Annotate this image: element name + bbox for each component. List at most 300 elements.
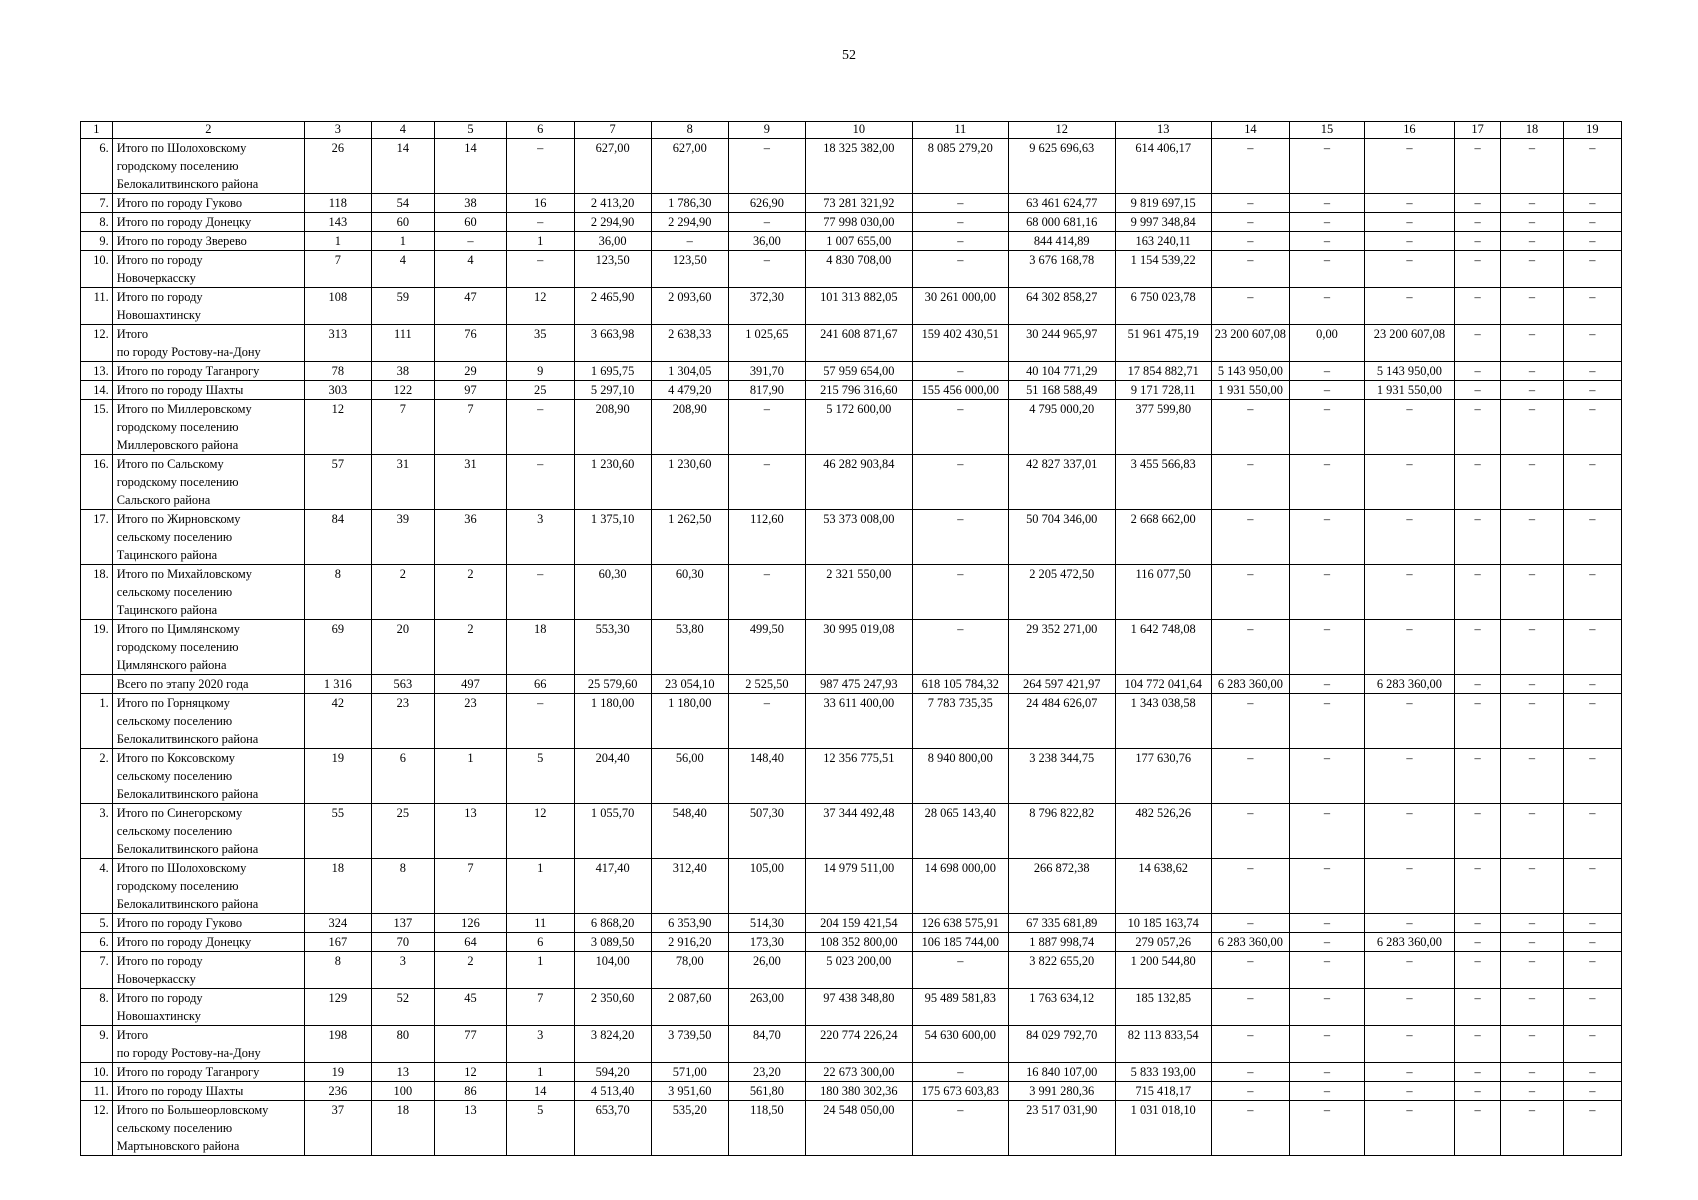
cell-col-11: – — [912, 400, 1008, 455]
cell-col-17: – — [1454, 400, 1501, 455]
cell-col-10: 2 321 550,00 — [805, 565, 912, 620]
cell-col-8: 2 638,33 — [651, 325, 728, 362]
cell-col-4: 52 — [371, 989, 434, 1026]
cell-col-16: 23 200 607,08 — [1365, 325, 1455, 362]
cell-col-18: – — [1501, 989, 1563, 1026]
cell-col-16: – — [1365, 1063, 1455, 1082]
cell-col-10: 18 325 382,00 — [805, 139, 912, 194]
row-name — [112, 749, 304, 804]
cell-col-4: 54 — [371, 194, 434, 213]
cell-col-3: 1 — [305, 232, 372, 251]
column-number-6: 6 — [506, 122, 574, 139]
cell-col-3: 26 — [305, 139, 372, 194]
cell-col-14: 6 283 360,00 — [1211, 933, 1289, 952]
cell-col-12: 64 302 858,27 — [1008, 288, 1115, 325]
cell-col-5: 7 — [435, 859, 507, 914]
cell-col-15: – — [1289, 694, 1364, 749]
cell-col-10: 215 796 316,60 — [805, 381, 912, 400]
cell-col-11: 95 489 581,83 — [912, 989, 1008, 1026]
cell-col-14: – — [1211, 139, 1289, 194]
cell-col-3: 1 316 — [305, 675, 372, 694]
cell-col-4: 13 — [371, 1063, 434, 1082]
row-number: 11. — [81, 288, 113, 325]
cell-col-18: – — [1501, 565, 1563, 620]
cell-col-15: – — [1289, 933, 1364, 952]
cell-col-19: – — [1563, 288, 1621, 325]
row-name — [112, 288, 304, 325]
cell-col-19: – — [1563, 989, 1621, 1026]
cell-col-14: – — [1211, 1026, 1289, 1063]
cell-col-16: – — [1365, 288, 1455, 325]
cell-col-14: – — [1211, 1101, 1289, 1156]
row-name-line: городскому поселению — [116, 159, 239, 173]
cell-col-10: 97 438 348,80 — [805, 989, 912, 1026]
cell-col-9: 118,50 — [728, 1101, 805, 1156]
cell-col-5: – — [435, 232, 507, 251]
cell-col-12: 2 205 472,50 — [1008, 565, 1115, 620]
cell-col-7: 6 868,20 — [574, 914, 651, 933]
cell-col-16: 6 283 360,00 — [1365, 933, 1455, 952]
row-name-line: Всего по этапу 2020 года — [116, 677, 249, 691]
cell-col-12: 50 704 346,00 — [1008, 510, 1115, 565]
cell-col-15: – — [1289, 381, 1364, 400]
cell-col-16: – — [1365, 194, 1455, 213]
row-name-line: Итого по Жирновскому — [116, 512, 241, 526]
row-name-line: Итого по городу Таганрогу — [116, 1065, 260, 1079]
cell-col-7: 60,30 — [574, 565, 651, 620]
table-row — [81, 952, 1622, 989]
table-row — [81, 675, 1622, 694]
cell-col-15: – — [1289, 1101, 1364, 1156]
cell-col-10: 53 373 008,00 — [805, 510, 912, 565]
cell-col-18: – — [1501, 804, 1563, 859]
cell-col-9: – — [728, 213, 805, 232]
row-name-line: Белокалитвинского района — [116, 732, 259, 746]
cell-col-14: – — [1211, 620, 1289, 675]
cell-col-18: – — [1501, 325, 1563, 362]
cell-col-11: – — [912, 1063, 1008, 1082]
row-number: 11. — [81, 1082, 113, 1101]
cell-col-16: – — [1365, 213, 1455, 232]
cell-col-10: 22 673 300,00 — [805, 1063, 912, 1082]
cell-col-15: – — [1289, 565, 1364, 620]
cell-col-17: – — [1454, 989, 1501, 1026]
cell-col-5: 76 — [435, 325, 507, 362]
cell-col-9: 391,70 — [728, 362, 805, 381]
cell-col-6: 35 — [506, 325, 574, 362]
cell-col-15: – — [1289, 952, 1364, 989]
cell-col-8: 2 087,60 — [651, 989, 728, 1026]
cell-col-16: – — [1365, 1101, 1455, 1156]
row-name-line: Цимлянского района — [116, 658, 227, 672]
cell-col-13: 614 406,17 — [1115, 139, 1211, 194]
table-row — [81, 694, 1622, 749]
cell-col-3: 303 — [305, 381, 372, 400]
row-name-line: Тацинского района — [116, 548, 218, 562]
cell-col-14: – — [1211, 989, 1289, 1026]
cell-col-15: – — [1289, 1026, 1364, 1063]
cell-col-7: 1 375,10 — [574, 510, 651, 565]
cell-col-4: 25 — [371, 804, 434, 859]
cell-col-15: – — [1289, 400, 1364, 455]
cell-col-11: – — [912, 1101, 1008, 1156]
cell-col-17: – — [1454, 381, 1501, 400]
column-number-9: 9 — [728, 122, 805, 139]
cell-col-11: – — [912, 952, 1008, 989]
cell-col-16: – — [1365, 620, 1455, 675]
row-name — [112, 1063, 304, 1082]
row-name-line: Итого — [116, 327, 149, 341]
row-name-line: Итого по Большеорловскому — [116, 1103, 269, 1117]
cell-col-4: 111 — [371, 325, 434, 362]
cell-col-15: – — [1289, 859, 1364, 914]
cell-col-6: 3 — [506, 510, 574, 565]
row-name-line: Белокалитвинского района — [116, 842, 259, 856]
cell-col-3: 57 — [305, 455, 372, 510]
cell-col-16: – — [1365, 989, 1455, 1026]
cell-col-14: – — [1211, 194, 1289, 213]
row-name-line: Белокалитвинского района — [116, 787, 259, 801]
cell-col-4: 4 — [371, 251, 434, 288]
cell-col-15: – — [1289, 914, 1364, 933]
row-number: 5. — [81, 914, 113, 933]
cell-col-5: 13 — [435, 1101, 507, 1156]
table-row — [81, 914, 1622, 933]
row-number: 17. — [81, 510, 113, 565]
cell-col-3: 42 — [305, 694, 372, 749]
cell-col-6: – — [506, 565, 574, 620]
cell-col-8: 1 230,60 — [651, 455, 728, 510]
row-name-line: сельскому поселению — [116, 824, 233, 838]
row-name-line: Новочеркасску — [116, 271, 196, 285]
cell-col-12: 266 872,38 — [1008, 859, 1115, 914]
cell-col-19: – — [1563, 952, 1621, 989]
cell-col-6: – — [506, 139, 574, 194]
cell-col-5: 38 — [435, 194, 507, 213]
cell-col-15: – — [1289, 510, 1364, 565]
cell-col-11: 7 783 735,35 — [912, 694, 1008, 749]
cell-col-9: 514,30 — [728, 914, 805, 933]
cell-col-13: 1 031 018,10 — [1115, 1101, 1211, 1156]
cell-col-7: 2 465,90 — [574, 288, 651, 325]
row-number: 8. — [81, 989, 113, 1026]
cell-col-10: 12 356 775,51 — [805, 749, 912, 804]
row-number: 6. — [81, 933, 113, 952]
cell-col-4: 137 — [371, 914, 434, 933]
cell-col-16: – — [1365, 1082, 1455, 1101]
row-name — [112, 455, 304, 510]
cell-col-15: – — [1289, 675, 1364, 694]
table-row — [81, 381, 1622, 400]
cell-col-12: 23 517 031,90 — [1008, 1101, 1115, 1156]
cell-col-12: 67 335 681,89 — [1008, 914, 1115, 933]
cell-col-14: – — [1211, 400, 1289, 455]
cell-col-14: – — [1211, 694, 1289, 749]
row-name-line: Итого по городу Гуково — [116, 916, 243, 930]
cell-col-13: 1 343 038,58 — [1115, 694, 1211, 749]
row-name-line: Тацинского района — [116, 603, 218, 617]
cell-col-12: 68 000 681,16 — [1008, 213, 1115, 232]
cell-col-3: 167 — [305, 933, 372, 952]
row-name-line: Итого по городу Шахты — [116, 383, 244, 397]
cell-col-5: 60 — [435, 213, 507, 232]
cell-col-11: 159 402 430,51 — [912, 325, 1008, 362]
cell-col-12: 63 461 624,77 — [1008, 194, 1115, 213]
cell-col-8: 23 054,10 — [651, 675, 728, 694]
cell-col-8: 60,30 — [651, 565, 728, 620]
cell-col-18: – — [1501, 1082, 1563, 1101]
cell-col-5: 97 — [435, 381, 507, 400]
cell-col-8: 56,00 — [651, 749, 728, 804]
cell-col-5: 13 — [435, 804, 507, 859]
table-row — [81, 510, 1622, 565]
row-name — [112, 989, 304, 1026]
cell-col-10: 73 281 321,92 — [805, 194, 912, 213]
cell-col-17: – — [1454, 694, 1501, 749]
cell-col-3: 108 — [305, 288, 372, 325]
row-name — [112, 1082, 304, 1101]
cell-col-14: – — [1211, 1082, 1289, 1101]
cell-col-3: 7 — [305, 251, 372, 288]
cell-col-7: 417,40 — [574, 859, 651, 914]
cell-col-13: 17 854 882,71 — [1115, 362, 1211, 381]
cell-col-10: 101 313 882,05 — [805, 288, 912, 325]
row-number: 10. — [81, 1063, 113, 1082]
cell-col-9: 499,50 — [728, 620, 805, 675]
cell-col-14: – — [1211, 213, 1289, 232]
row-name-line: Итого по городу — [116, 954, 203, 968]
cell-col-16: – — [1365, 400, 1455, 455]
cell-col-16: – — [1365, 749, 1455, 804]
cell-col-14: – — [1211, 859, 1289, 914]
cell-col-6: 1 — [506, 859, 574, 914]
cell-col-9: – — [728, 565, 805, 620]
table-row — [81, 194, 1622, 213]
cell-col-7: 104,00 — [574, 952, 651, 989]
cell-col-18: – — [1501, 232, 1563, 251]
table-row — [81, 1026, 1622, 1063]
cell-col-7: 594,20 — [574, 1063, 651, 1082]
cell-col-17: – — [1454, 194, 1501, 213]
cell-col-16: – — [1365, 859, 1455, 914]
cell-col-8: 78,00 — [651, 952, 728, 989]
cell-col-18: – — [1501, 1026, 1563, 1063]
cell-col-19: – — [1563, 804, 1621, 859]
row-name — [112, 675, 304, 694]
cell-col-19: – — [1563, 1026, 1621, 1063]
cell-col-8: 571,00 — [651, 1063, 728, 1082]
cell-col-18: – — [1501, 139, 1563, 194]
row-name-line: Итого по городу Донецку — [116, 215, 252, 229]
cell-col-12: 3 238 344,75 — [1008, 749, 1115, 804]
cell-col-9: – — [728, 251, 805, 288]
cell-col-18: – — [1501, 675, 1563, 694]
cell-col-5: 12 — [435, 1063, 507, 1082]
row-name-line: Итого по Миллеровскому — [116, 402, 252, 416]
cell-col-15: – — [1289, 804, 1364, 859]
cell-col-10: 108 352 800,00 — [805, 933, 912, 952]
cell-col-11: 54 630 600,00 — [912, 1026, 1008, 1063]
cell-col-8: 3 951,60 — [651, 1082, 728, 1101]
cell-col-13: 1 642 748,08 — [1115, 620, 1211, 675]
cell-col-8: 2 294,90 — [651, 213, 728, 232]
cell-col-6: 25 — [506, 381, 574, 400]
row-name-line: Новошахтинску — [116, 308, 201, 322]
cell-col-7: 3 824,20 — [574, 1026, 651, 1063]
cell-col-12: 84 029 792,70 — [1008, 1026, 1115, 1063]
cell-col-16: 5 143 950,00 — [1365, 362, 1455, 381]
cell-col-7: 1 230,60 — [574, 455, 651, 510]
cell-col-19: – — [1563, 620, 1621, 675]
cell-col-19: – — [1563, 914, 1621, 933]
cell-col-9: 84,70 — [728, 1026, 805, 1063]
cell-col-12: 3 991 280,36 — [1008, 1082, 1115, 1101]
column-number-12: 12 — [1008, 122, 1115, 139]
cell-col-10: 1 007 655,00 — [805, 232, 912, 251]
cell-col-19: – — [1563, 565, 1621, 620]
cell-col-13: 82 113 833,54 — [1115, 1026, 1211, 1063]
cell-col-13: 14 638,62 — [1115, 859, 1211, 914]
cell-col-4: 2 — [371, 565, 434, 620]
row-name-line: Мартыновского района — [116, 1139, 240, 1153]
row-name — [112, 381, 304, 400]
cell-col-8: 123,50 — [651, 251, 728, 288]
cell-col-14: – — [1211, 565, 1289, 620]
row-name-line: Сальского района — [116, 493, 211, 507]
cell-col-10: 33 611 400,00 — [805, 694, 912, 749]
cell-col-10: 204 159 421,54 — [805, 914, 912, 933]
cell-col-18: – — [1501, 381, 1563, 400]
cell-col-11: – — [912, 213, 1008, 232]
cell-col-12: 3 676 168,78 — [1008, 251, 1115, 288]
cell-col-13: 51 961 475,19 — [1115, 325, 1211, 362]
cell-col-6: 1 — [506, 232, 574, 251]
cell-col-7: 208,90 — [574, 400, 651, 455]
page-number: 52 — [842, 48, 856, 63]
cell-col-4: 3 — [371, 952, 434, 989]
cell-col-18: – — [1501, 288, 1563, 325]
cell-col-13: 9 997 348,84 — [1115, 213, 1211, 232]
cell-col-3: 37 — [305, 1101, 372, 1156]
cell-col-3: 143 — [305, 213, 372, 232]
cell-col-9: 507,30 — [728, 804, 805, 859]
cell-col-4: 8 — [371, 859, 434, 914]
cell-col-6: 66 — [506, 675, 574, 694]
cell-col-4: 6 — [371, 749, 434, 804]
cell-col-4: 31 — [371, 455, 434, 510]
row-number: 15. — [81, 400, 113, 455]
row-name — [112, 952, 304, 989]
cell-col-14: – — [1211, 455, 1289, 510]
table-row — [81, 362, 1622, 381]
cell-col-19: – — [1563, 510, 1621, 565]
cell-col-15: – — [1289, 232, 1364, 251]
cell-col-12: 9 625 696,63 — [1008, 139, 1115, 194]
row-number — [81, 675, 113, 694]
cell-col-3: 69 — [305, 620, 372, 675]
cell-col-14: 23 200 607,08 — [1211, 325, 1289, 362]
cell-col-13: 5 833 193,00 — [1115, 1063, 1211, 1082]
cell-col-16: – — [1365, 510, 1455, 565]
cell-col-5: 4 — [435, 251, 507, 288]
cell-col-12: 844 414,89 — [1008, 232, 1115, 251]
table-row — [81, 749, 1622, 804]
cell-col-8: 627,00 — [651, 139, 728, 194]
table-row — [81, 213, 1622, 232]
cell-col-4: 59 — [371, 288, 434, 325]
row-name-line: Итого по Горняцкому — [116, 696, 230, 710]
cell-col-17: – — [1454, 675, 1501, 694]
table-row — [81, 400, 1622, 455]
cell-col-4: 18 — [371, 1101, 434, 1156]
cell-col-12: 40 104 771,29 — [1008, 362, 1115, 381]
cell-col-8: 535,20 — [651, 1101, 728, 1156]
cell-col-10: 987 475 247,93 — [805, 675, 912, 694]
cell-col-6: – — [506, 400, 574, 455]
cell-col-10: 24 548 050,00 — [805, 1101, 912, 1156]
cell-col-13: 6 750 023,78 — [1115, 288, 1211, 325]
cell-col-5: 77 — [435, 1026, 507, 1063]
cell-col-19: – — [1563, 455, 1621, 510]
cell-col-10: 241 608 871,67 — [805, 325, 912, 362]
cell-col-15: – — [1289, 194, 1364, 213]
cell-col-8: 3 739,50 — [651, 1026, 728, 1063]
cell-col-3: 129 — [305, 989, 372, 1026]
column-number-15: 15 — [1289, 122, 1364, 139]
cell-col-13: 9 819 697,15 — [1115, 194, 1211, 213]
cell-col-18: – — [1501, 933, 1563, 952]
cell-col-5: 36 — [435, 510, 507, 565]
cell-col-9: 36,00 — [728, 232, 805, 251]
row-name — [112, 139, 304, 194]
row-name-line: городскому поселению — [116, 420, 239, 434]
cell-col-4: 100 — [371, 1082, 434, 1101]
cell-col-11: 175 673 603,83 — [912, 1082, 1008, 1101]
cell-col-7: 5 297,10 — [574, 381, 651, 400]
cell-col-5: 47 — [435, 288, 507, 325]
row-number: 3. — [81, 804, 113, 859]
cell-col-6: 16 — [506, 194, 574, 213]
row-name-line: Новошахтинску — [116, 1009, 201, 1023]
cell-col-18: – — [1501, 694, 1563, 749]
row-name-line: Итого по городу Гуково — [116, 196, 243, 210]
cell-col-8: 1 262,50 — [651, 510, 728, 565]
cell-col-19: – — [1563, 694, 1621, 749]
cell-col-12: 264 597 421,97 — [1008, 675, 1115, 694]
cell-col-16: 1 931 550,00 — [1365, 381, 1455, 400]
cell-col-11: – — [912, 565, 1008, 620]
cell-col-17: – — [1454, 232, 1501, 251]
cell-col-17: – — [1454, 213, 1501, 232]
cell-col-8: 548,40 — [651, 804, 728, 859]
cell-col-12: 8 796 822,82 — [1008, 804, 1115, 859]
column-number-11: 11 — [912, 122, 1008, 139]
row-name-line: городскому поселению — [116, 475, 239, 489]
row-number: 16. — [81, 455, 113, 510]
cell-col-10: 37 344 492,48 — [805, 804, 912, 859]
cell-col-17: – — [1454, 952, 1501, 989]
cell-col-19: – — [1563, 400, 1621, 455]
cell-col-17: – — [1454, 1026, 1501, 1063]
cell-col-7: 2 413,20 — [574, 194, 651, 213]
cell-col-12: 1 887 998,74 — [1008, 933, 1115, 952]
cell-col-12: 3 822 655,20 — [1008, 952, 1115, 989]
cell-col-11: – — [912, 232, 1008, 251]
cell-col-8: 312,40 — [651, 859, 728, 914]
cell-col-17: – — [1454, 749, 1501, 804]
cell-col-18: – — [1501, 952, 1563, 989]
cell-col-12: 16 840 107,00 — [1008, 1063, 1115, 1082]
